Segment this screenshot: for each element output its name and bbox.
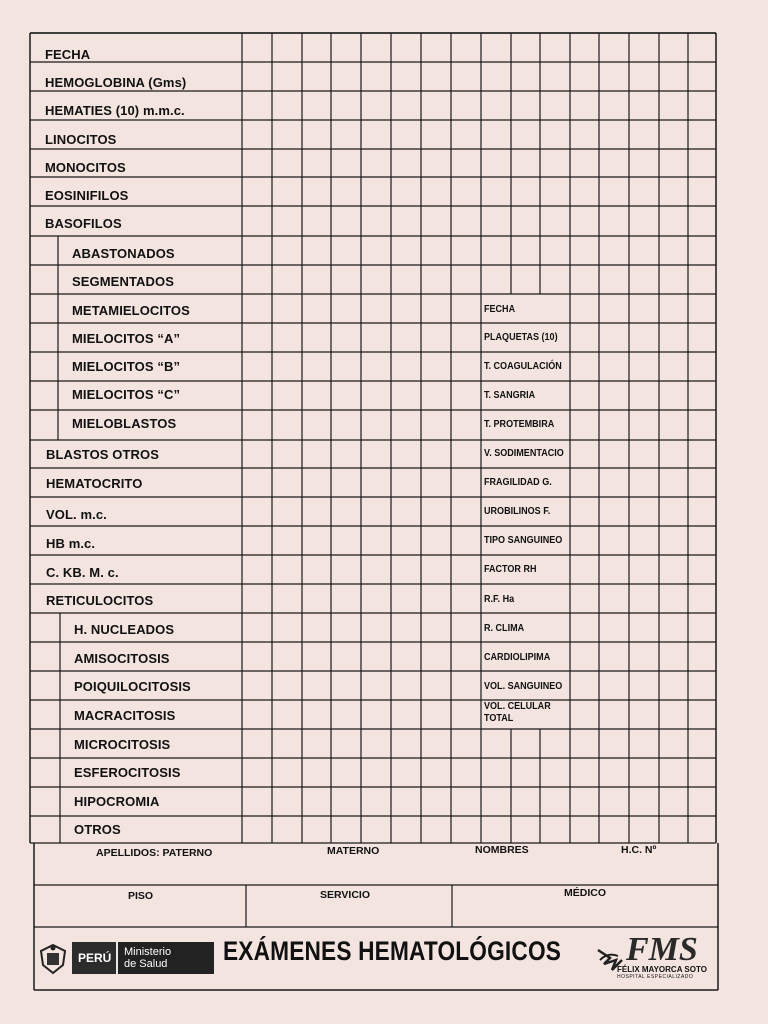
rlabel-vol-celular-total: TOTAL [484, 712, 514, 724]
rlabel-t-sangria: T. SANGRIA [484, 389, 536, 401]
rlabel-plaquetas: PLAQUETAS (10) [484, 331, 558, 343]
label-hb-mc: HB m.c. [46, 536, 96, 551]
label-mielocitos-c: MIELOCITOS “C” [72, 387, 181, 402]
field-servicio[interactable]: SERVICIO [320, 889, 370, 901]
label-hipocromia: HIPOCROMIA [74, 794, 160, 809]
field-nombres[interactable]: NOMBRES [475, 844, 529, 856]
fms-name: FÉLIX MAYORCA SOTO [617, 965, 707, 974]
coat-of-arms-icon [38, 943, 68, 975]
rlabel-fecha: FECHA [484, 303, 516, 315]
label-monocitos: MONOCITOS [45, 160, 126, 175]
rlabel-urobilinos: UROBILINOS F. [484, 505, 551, 517]
label-mielocitos-a: MIELOCITOS “A” [72, 331, 181, 346]
label-mieloblastos: MIELOBLASTOS [72, 416, 177, 431]
label-metamielocitos: METAMIELOCITOS [72, 303, 190, 318]
rlabel-rf-ha: R.F. Ha [484, 593, 515, 605]
rlabel-tipo-sanguineo: TIPO SANGUINEO [484, 534, 563, 546]
rlabel-factor-rh: FACTOR RH [484, 563, 537, 575]
ministerio-line-1: Ministerio [124, 946, 172, 958]
rlabel-cardiolipima: CARDIOLIPIMA [484, 651, 551, 663]
field-medico[interactable]: MÉDICO [564, 887, 606, 899]
rlabel-v-sodimentacio: V. SODIMENTACIO [484, 447, 564, 459]
rlabel-t-protembira: T. PROTEMBIRA [484, 418, 555, 430]
form-title: EXÁMENES HEMATOLÓGICOS [223, 936, 562, 966]
label-mielocitos-b: MIELOCITOS “B” [72, 359, 181, 374]
label-hematocrito: HEMATOCRITO [46, 476, 143, 491]
label-h-nucleados: H. NUCLEADOS [74, 622, 175, 637]
rlabel-r-clima: R. CLIMA [484, 622, 525, 634]
ministerio-label [124, 946, 171, 970]
rlabel-vol-sanguineo: VOL. SANGUINEO [484, 680, 563, 692]
label-abastonados: ABASTONADOS [72, 246, 175, 261]
label-ckb-mc: C. KB. M. c. [46, 565, 119, 580]
label-blastos-otros: BLASTOS OTROS [46, 447, 160, 462]
label-macracitosis: MACRACITOSIS [74, 708, 176, 723]
fms-subtitle: HOSPITAL ESPECIALIZADO [617, 974, 694, 980]
label-hematies: HEMATIES (10) m.m.c. [45, 103, 185, 118]
label-vol-mc: VOL. m.c. [46, 507, 107, 522]
svg-text:FMS: FMS [626, 931, 698, 968]
label-fecha: FECHA [45, 47, 91, 62]
label-poiquilocitosis: POIQUILOCITOSIS [74, 679, 191, 694]
rlabel-t-coagulacion: T. COAGULACIÓN [484, 360, 562, 372]
label-reticulocitos: RETICULOCITOS [46, 593, 154, 608]
label-otros: OTROS [74, 822, 121, 837]
label-segmentados: SEGMENTADOS [72, 274, 174, 289]
label-amisocitosis: AMISOCITOSIS [74, 651, 170, 666]
field-hc[interactable]: H.C. Nº [621, 844, 657, 856]
field-piso[interactable]: PISO [128, 890, 154, 902]
label-microcitosis: MICROCITOSIS [74, 737, 171, 752]
label-linocitos: LINOCITOS [45, 132, 117, 147]
rlabel-fragilidad: FRAGILIDAD G. [484, 476, 552, 488]
label-basofilos: BASOFILOS [45, 216, 122, 231]
field-materno[interactable]: MATERNO [327, 845, 380, 857]
label-eosinifilos: EOSINIFILOS [45, 188, 129, 203]
label-hemoglobina: HEMOGLOBINA (Gms) [45, 75, 187, 90]
ministerio-line-2: de Salud [124, 958, 168, 970]
rlabel-vol-celular: VOL. CELULAR [484, 700, 551, 712]
peru-label: PERÚ [78, 951, 112, 965]
label-esferocitosis: ESFEROCITOSIS [74, 765, 181, 780]
field-apellidos-paterno[interactable]: APELLIDOS: PATERNO [96, 847, 213, 859]
